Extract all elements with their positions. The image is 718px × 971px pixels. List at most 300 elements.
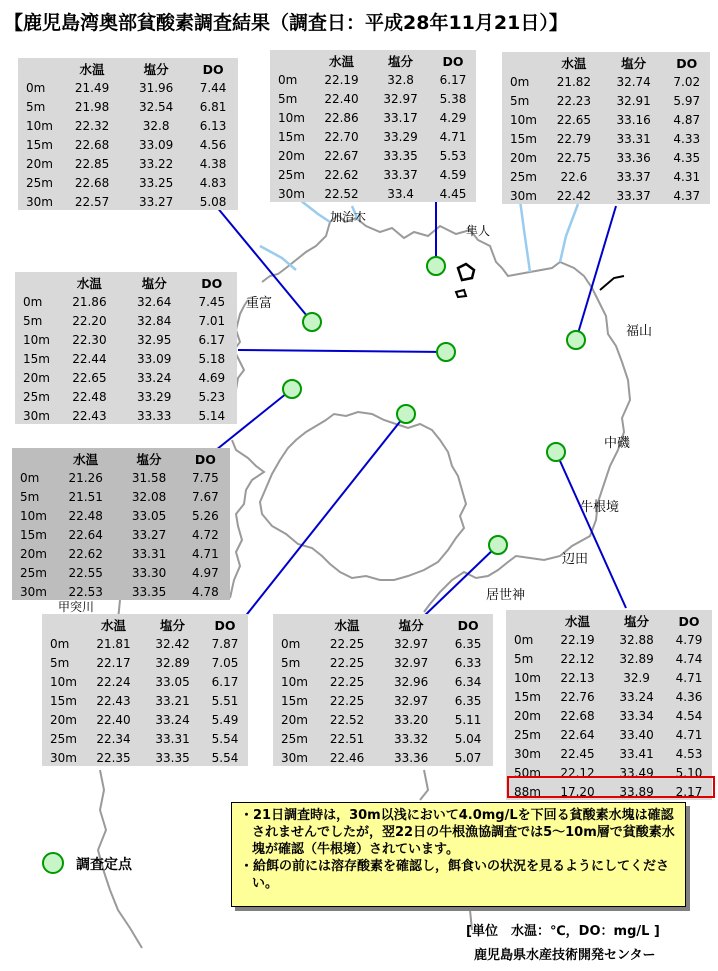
- cell-sal: 33.21: [155, 693, 190, 708]
- station-marker: [489, 536, 507, 554]
- cell-do: 4.35: [673, 150, 701, 165]
- cell-depth: 25m: [281, 731, 308, 746]
- cell-depth: 30m: [50, 750, 77, 765]
- cell-sal: 33.34: [619, 708, 654, 723]
- table-row: [506, 706, 712, 725]
- cell-depth: 15m: [278, 129, 305, 144]
- cell-depth: 0m: [23, 294, 43, 309]
- table-row: [12, 544, 230, 563]
- cell-do: 4.71: [675, 727, 703, 742]
- cell-temp: 22.34: [96, 731, 131, 746]
- cell-sal: 33.35: [131, 584, 167, 599]
- cell-depth: 25m: [23, 389, 50, 404]
- coastline-west: [230, 215, 338, 598]
- cell-do: 5.23: [198, 389, 226, 404]
- cell-sal: 32.89: [155, 655, 190, 670]
- river-1: [300, 200, 330, 222]
- table-row: [273, 634, 493, 653]
- cell-temp: 22.65: [72, 370, 107, 385]
- cell-temp: 22.64: [560, 727, 595, 742]
- cell-depth: 10m: [281, 674, 308, 689]
- table-row: [502, 91, 710, 110]
- station-table: [12, 448, 230, 600]
- cell-temp: 22.25: [329, 655, 365, 670]
- cell-sal: 33.36: [616, 150, 651, 165]
- table-row: [15, 330, 237, 349]
- cell-depth: 15m: [510, 131, 537, 146]
- cell-do: 4.29: [439, 110, 467, 125]
- table-row: [15, 406, 237, 425]
- cell-do: 4.71: [675, 670, 703, 685]
- cell-do: 4.83: [199, 175, 227, 190]
- table-row: [12, 468, 230, 487]
- cell-temp: 22.35: [96, 750, 131, 765]
- cell-sal: 33.09: [137, 351, 172, 366]
- table-row: [12, 487, 230, 506]
- cell-temp: 22.53: [68, 584, 103, 599]
- station-table: [270, 50, 476, 202]
- table-row: [270, 89, 476, 108]
- units-note: [単位 水温：℃，DO：mg/L ]: [466, 924, 660, 939]
- cell-do: 4.71: [439, 129, 467, 144]
- cell-sal: 33.4: [387, 186, 414, 201]
- cell-depth: 30m: [278, 186, 305, 201]
- cell-do: 5.51: [211, 693, 239, 708]
- cell-do: 4.72: [192, 527, 219, 542]
- column-header: 塩分: [136, 452, 162, 467]
- cell-temp: 22.68: [74, 137, 110, 152]
- cell-sal: 33.27: [138, 194, 174, 209]
- cell-sal: 33.40: [619, 727, 654, 742]
- column-header: DO: [457, 617, 479, 633]
- table-row: [270, 70, 476, 89]
- cell-temp: 22.68: [74, 175, 110, 190]
- cell-sal: 32.74: [616, 74, 651, 89]
- cell-depth: 5m: [20, 489, 40, 504]
- cell-depth: 0m: [281, 636, 301, 651]
- cell-sal: 33.17: [383, 110, 418, 125]
- station-marker: [567, 331, 585, 349]
- place-henda: 辺田: [562, 552, 589, 567]
- cell-sal: 33.29: [137, 389, 172, 404]
- table-row: [502, 72, 710, 91]
- table-row: [506, 668, 712, 687]
- cell-temp: 21.82: [556, 74, 592, 89]
- cell-temp: 22.40: [324, 91, 359, 106]
- river-4: [520, 200, 530, 272]
- cell-do: 7.01: [198, 313, 226, 328]
- cell-do: 5.53: [439, 148, 467, 163]
- cell-do: 5.38: [439, 91, 467, 106]
- leader-7: [424, 545, 498, 616]
- river-5: [560, 204, 578, 262]
- cell-sal: 33.22: [138, 156, 174, 171]
- cell-depth: 20m: [20, 546, 47, 561]
- cell-do: 6.34: [454, 674, 482, 689]
- cell-depth: 20m: [510, 150, 537, 165]
- table-row: [42, 691, 248, 710]
- cell-depth: 30m: [281, 750, 308, 765]
- cell-temp: 21.81: [96, 636, 131, 651]
- table-row: [506, 782, 712, 801]
- table-row: [506, 630, 712, 649]
- cell-temp: 22.17: [96, 655, 131, 670]
- cell-do: 4.53: [675, 746, 703, 761]
- column-header-blank: [502, 54, 544, 72]
- table-row: [506, 687, 712, 706]
- cell-sal: 32.96: [393, 674, 429, 689]
- place-hayato: 隼人: [466, 224, 491, 238]
- table-row: [270, 108, 476, 127]
- cell-depth: 5m: [278, 91, 298, 106]
- cell-depth: 5m: [281, 655, 301, 670]
- station-table: [18, 58, 238, 210]
- table-row: [273, 710, 493, 729]
- cell-do: 7.02: [673, 74, 701, 89]
- cell-depth: 0m: [20, 470, 40, 485]
- cell-sal: 32.54: [138, 99, 174, 114]
- table-row: [273, 691, 493, 710]
- cell-do: 4.69: [198, 370, 226, 385]
- cell-sal: 33.24: [155, 712, 190, 727]
- leader-3: [576, 206, 616, 340]
- cell-temp: 22.43: [96, 693, 131, 708]
- cell-depth: 5m: [26, 99, 46, 114]
- cell-do: 5.97: [673, 93, 701, 108]
- leader-8: [556, 452, 626, 608]
- cell-sal: 32.91: [616, 93, 651, 108]
- table-row: [502, 167, 710, 186]
- column-header: DO: [214, 617, 236, 633]
- cell-temp: 22.67: [324, 148, 359, 163]
- column-header-blank: [12, 450, 54, 468]
- cell-do: 4.79: [675, 632, 703, 647]
- notice-line-1: ・21日調査時は，30m以浅において4.0mg/Lを下回る貧酸素水塊は確認されませんでしたが，翌22日の牛根漁協調査では5～10m層で貧酸素水塊が確認（牛根境）されています。: [240, 808, 675, 857]
- place-kotsukigawa: 甲突川: [58, 600, 95, 614]
- table-row: [42, 672, 248, 691]
- cell-sal: 32.97: [393, 636, 429, 651]
- cell-depth: 25m: [278, 167, 305, 182]
- legend-label: 調査定点: [76, 857, 132, 873]
- cell-depth: 25m: [20, 565, 47, 580]
- column-header: 水温: [73, 452, 99, 467]
- cell-sal: 33.37: [616, 188, 651, 203]
- cell-do: 4.56: [199, 137, 227, 152]
- cell-sal: 31.96: [138, 80, 174, 95]
- cell-do: 4.33: [673, 131, 701, 146]
- sakurajima-coast: [260, 412, 466, 580]
- column-header-blank: [42, 616, 84, 634]
- place-ushinezakai: 牛根境: [580, 500, 620, 515]
- cell-sal: 32.88: [619, 632, 654, 647]
- cell-do: 4.78: [192, 584, 219, 599]
- column-header: 水温: [561, 56, 587, 71]
- column-header-blank: [18, 60, 60, 78]
- cell-temp: 22.65: [556, 112, 592, 127]
- cell-temp: 22.62: [324, 167, 359, 182]
- cell-do: 4.45: [439, 186, 467, 201]
- table-row: [18, 192, 238, 211]
- column-header: 水温: [101, 618, 127, 633]
- table-row: [18, 97, 238, 116]
- table-row: [42, 748, 248, 767]
- cell-temp: 21.26: [68, 470, 103, 485]
- cell-do: 5.04: [454, 731, 482, 746]
- column-header: 塩分: [621, 56, 647, 71]
- islet-1: [458, 264, 474, 280]
- cell-do: 7.75: [192, 470, 219, 485]
- cell-depth: 5m: [510, 93, 530, 108]
- station-legend-icon: [42, 852, 64, 874]
- cell-do: 5.26: [192, 508, 219, 523]
- column-header: 塩分: [388, 54, 414, 69]
- cell-do: 6.35: [454, 693, 482, 708]
- table-row: [270, 127, 476, 146]
- table-row: [18, 154, 238, 173]
- cell-do: 6.35: [454, 636, 482, 651]
- cell-depth: 10m: [278, 110, 305, 125]
- cell-depth: 5m: [23, 313, 43, 328]
- cell-temp: 22.25: [329, 636, 365, 651]
- islet-2: [456, 290, 466, 297]
- cell-sal: 33.33: [137, 408, 172, 423]
- cell-do: 7.44: [199, 80, 227, 95]
- table-row: [273, 653, 493, 672]
- cell-temp: 22.43: [72, 408, 107, 423]
- station-marker: [437, 343, 455, 361]
- column-header: 水温: [329, 54, 355, 69]
- station-marker: [283, 380, 301, 398]
- column-header: 水温: [334, 618, 360, 633]
- cell-depth: 0m: [26, 80, 46, 95]
- cell-temp: 22.79: [556, 131, 592, 146]
- cell-depth: 30m: [510, 188, 537, 203]
- station-table: [506, 610, 712, 800]
- column-header-blank: [273, 616, 315, 634]
- table-row: [18, 116, 238, 135]
- cell-depth: 30m: [23, 408, 50, 423]
- cell-temp: 22.25: [329, 693, 365, 708]
- cell-temp: 22.76: [560, 689, 595, 704]
- cell-temp: 22.75: [556, 150, 592, 165]
- cell-temp: 22.68: [560, 708, 595, 723]
- cell-do: 5.08: [199, 194, 227, 209]
- cell-do: 6.13: [199, 118, 227, 133]
- cell-depth: 25m: [510, 169, 537, 184]
- cell-depth: 15m: [23, 351, 50, 366]
- cell-temp: 22.64: [68, 527, 103, 542]
- column-header: 塩分: [160, 618, 186, 633]
- cell-temp: 22.62: [68, 546, 103, 561]
- cell-temp: 22.55: [68, 565, 103, 580]
- station-table: [502, 52, 710, 204]
- cell-sal: 32.89: [619, 651, 654, 666]
- column-header: 塩分: [398, 618, 424, 633]
- cell-depth: 25m: [514, 727, 541, 742]
- cell-temp: 22.42: [556, 188, 592, 203]
- cell-sal: 33.24: [137, 370, 172, 385]
- place-nakaiso: 中磯: [604, 436, 631, 451]
- cell-temp: 22.70: [324, 129, 359, 144]
- cell-sal: 33.37: [616, 169, 651, 184]
- cell-depth: 88m: [514, 784, 541, 799]
- cell-depth: 20m: [50, 712, 77, 727]
- leader-6: [244, 414, 406, 618]
- cell-depth: 20m: [23, 370, 50, 385]
- cell-temp: 22.85: [74, 156, 110, 171]
- station-table: [15, 272, 237, 424]
- cell-do: 5.07: [454, 750, 482, 765]
- cell-temp: 22.52: [329, 712, 365, 727]
- cell-do: 5.14: [198, 408, 226, 423]
- cell-depth: 15m: [514, 689, 541, 704]
- cell-depth: 30m: [514, 746, 541, 761]
- cell-sal: 32.08: [131, 489, 167, 504]
- table-row: [506, 649, 712, 668]
- cell-depth: 10m: [23, 332, 50, 347]
- cell-depth: 30m: [26, 194, 53, 209]
- table-row: [502, 110, 710, 129]
- station-marker: [303, 313, 321, 331]
- cell-do: 4.31: [673, 169, 701, 184]
- column-header: 塩分: [143, 62, 169, 77]
- cell-depth: 10m: [510, 112, 537, 127]
- cell-depth: 10m: [26, 118, 53, 133]
- station-marker: [427, 257, 445, 275]
- cell-sal: 33.27: [131, 527, 167, 542]
- cell-sal: 33.41: [619, 746, 654, 761]
- cell-do: 5.10: [675, 765, 703, 780]
- cell-sal: 32.84: [137, 313, 172, 328]
- cell-sal: 32.97: [393, 693, 429, 708]
- place-isemagami: 居世神: [486, 588, 526, 603]
- table-row: [15, 387, 237, 406]
- cell-temp: 22.12: [560, 765, 595, 780]
- column-header: DO: [442, 53, 464, 69]
- column-header: DO: [678, 613, 700, 629]
- cell-sal: 33.31: [131, 546, 167, 561]
- table-row: [270, 146, 476, 165]
- cell-temp: 21.51: [68, 489, 103, 504]
- cell-sal: 32.64: [137, 294, 172, 309]
- cell-temp: 22.23: [556, 93, 592, 108]
- page-title: 【鹿児島湾奥部貧酸素調査結果（調査日：平成28年11月21日）】: [4, 12, 568, 34]
- cell-sal: 32.8: [387, 72, 414, 87]
- cell-sal: 33.36: [393, 750, 429, 765]
- cell-temp: 22.12: [560, 651, 595, 666]
- cell-depth: 15m: [281, 693, 308, 708]
- cell-sal: 33.49: [619, 765, 654, 780]
- cell-do: 5.18: [198, 351, 226, 366]
- cell-sal: 33.30: [131, 565, 167, 580]
- table-row: [12, 506, 230, 525]
- cell-do: 5.49: [211, 712, 239, 727]
- cell-sal: 33.20: [393, 712, 429, 727]
- cell-sal: 33.29: [383, 129, 418, 144]
- cell-temp: 22.48: [72, 389, 107, 404]
- table-row: [18, 78, 238, 97]
- cell-do: 6.33: [454, 655, 482, 670]
- cell-temp: 22.40: [96, 712, 131, 727]
- cell-temp: 22.44: [72, 351, 107, 366]
- table-row: [42, 653, 248, 672]
- table-row: [506, 725, 712, 744]
- table-row: [273, 729, 493, 748]
- table-row: [270, 165, 476, 184]
- cell-sal: 32.97: [383, 91, 418, 106]
- cell-depth: 5m: [50, 655, 70, 670]
- table-row: [15, 349, 237, 368]
- cell-depth: 30m: [20, 584, 47, 599]
- cell-sal: 31.58: [131, 470, 167, 485]
- table-row: [18, 135, 238, 154]
- cell-temp: 22.24: [96, 674, 131, 689]
- cell-temp: 22.32: [74, 118, 110, 133]
- station-marker: [397, 405, 415, 423]
- place-kajiki: 加治木: [330, 210, 367, 224]
- table-row: [273, 748, 493, 767]
- cell-do: 4.36: [675, 689, 703, 704]
- cell-sal: 33.35: [155, 750, 190, 765]
- cell-depth: 15m: [26, 137, 53, 152]
- cell-depth: 10m: [514, 670, 541, 685]
- cell-temp: 21.86: [72, 294, 107, 309]
- table-row: [42, 710, 248, 729]
- column-header: DO: [201, 275, 223, 291]
- cell-do: 4.74: [675, 651, 703, 666]
- cell-do: 4.71: [192, 546, 219, 561]
- cell-do: 6.17: [198, 332, 226, 347]
- station-markers: [283, 257, 585, 554]
- cell-sal: 33.35: [383, 148, 418, 163]
- leader-4: [238, 350, 446, 352]
- cell-temp: 22.19: [324, 72, 359, 87]
- cell-depth: 10m: [20, 508, 47, 523]
- cell-temp: 22.30: [72, 332, 107, 347]
- cell-do: 6.17: [439, 72, 467, 87]
- cell-do: 5.54: [211, 750, 239, 765]
- column-header-blank: [15, 274, 57, 292]
- column-header: 水温: [79, 62, 105, 77]
- column-header: 塩分: [141, 276, 167, 291]
- cell-do: 6.17: [211, 674, 239, 689]
- cell-depth: 15m: [50, 693, 77, 708]
- cell-sal: 33.25: [138, 175, 174, 190]
- cell-sal: 32.42: [155, 636, 190, 651]
- cell-temp: 21.98: [74, 99, 110, 114]
- cell-temp: 22.46: [329, 750, 365, 765]
- table-row: [15, 368, 237, 387]
- cell-sal: 33.31: [155, 731, 190, 746]
- column-header: 水温: [565, 614, 591, 629]
- table-row: [273, 672, 493, 691]
- table-row: [15, 292, 237, 311]
- cell-do: 5.54: [211, 731, 239, 746]
- cell-depth: 25m: [50, 731, 77, 746]
- cell-depth: 50m: [514, 765, 541, 780]
- cell-do: 2.17: [675, 784, 703, 799]
- table-row: [42, 634, 248, 653]
- cell-temp: 22.52: [324, 186, 359, 201]
- table-row: [506, 763, 712, 782]
- cell-do: 4.97: [192, 565, 219, 580]
- cell-depth: 0m: [510, 74, 530, 89]
- cell-depth: 25m: [26, 175, 53, 190]
- cell-sal: 32.8: [142, 118, 170, 133]
- cell-sal: 32.95: [137, 332, 172, 347]
- cell-temp: 22.20: [72, 313, 107, 328]
- cell-do: 7.87: [211, 636, 239, 651]
